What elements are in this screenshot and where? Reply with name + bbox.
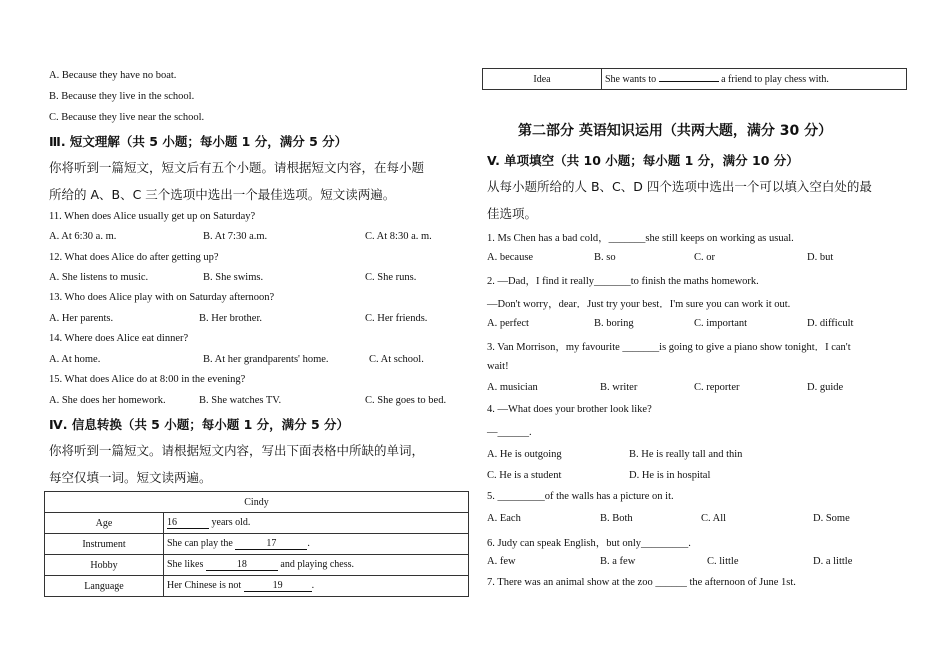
q12-option-a: A. She listens to music. [49, 272, 149, 283]
table-label: Language [45, 576, 164, 597]
prev-option-b: B. Because they live in the school. [49, 91, 195, 102]
q13-option-b: B. Her brother. [199, 313, 262, 324]
q6-option-c: C. little [707, 556, 739, 567]
table-row [45, 492, 469, 513]
q15-option-c: C. She goes to bed. [365, 395, 447, 406]
q5-option-a: A. Each [487, 513, 521, 524]
q6-option-d: D. a little [813, 556, 853, 567]
q3-option-a: A. musician [487, 382, 538, 393]
table-row [45, 534, 469, 555]
section4-instruction-2: 每空仅填一词。短文读两遍。 [49, 470, 212, 485]
q2-option-d: D. difficult [807, 318, 854, 329]
q13-option-a: A. Her parents. [49, 313, 114, 324]
blank-20 [659, 81, 719, 82]
q4-option-d: D. He is in hospital [629, 470, 711, 481]
q1-option-d: D. but [807, 252, 834, 263]
q4-option-a: A. He is outgoing [487, 449, 562, 460]
q4-option-b: B. He is really tall and thin [629, 449, 743, 460]
question-5: 5. _________of the walls has a picture on it. [487, 491, 674, 502]
q1-option-a: A. because [487, 252, 534, 263]
table-header: Cindy [45, 492, 469, 513]
q5-option-c: C. All [701, 513, 727, 524]
q15-option-b: B. She watches TV. [199, 395, 282, 406]
cell-text: . [307, 538, 310, 549]
cell-text: and playing chess. [277, 559, 354, 570]
q2-option-b: B. boring [594, 318, 634, 329]
q11-option-b: B. At 7:30 a.m. [203, 231, 268, 242]
q6-option-a: A. few [487, 556, 516, 567]
question-13: 13. Who does Alice play with on Saturday afternoon? [49, 292, 275, 303]
info-table [44, 491, 469, 597]
section5-instruction-1: 从每小题所给的人 B、C、D 四个选项中选出一个可以填入空白处的最 [487, 179, 872, 194]
section5-instruction-2: 佳选项。 [487, 206, 538, 221]
question-12: 12. What does Alice do after getting up? [49, 252, 219, 263]
info-table-continued [482, 68, 907, 90]
table-cell [602, 69, 907, 90]
question-7: 7. There was an animal show at the zoo ______ the afternoon of June 1st. [487, 577, 796, 588]
q6-option-b: B. a few [600, 556, 636, 567]
cell-text: She wants to [605, 73, 659, 85]
q3-option-b: B. writer [600, 382, 638, 393]
section3-instruction-2: 所给的 A、B、C 三个选项中选出一个最佳选项。短文读两遍。 [49, 187, 396, 202]
table-row [483, 69, 907, 90]
cell-text: Her Chinese is not [167, 580, 244, 591]
blank-16: 16 [167, 517, 209, 529]
question-6: 6. Judy can speak English，but only_________. [487, 538, 691, 549]
q3-option-c: C. reporter [694, 382, 740, 393]
q5-option-b: B. Both [600, 513, 633, 524]
q1-option-b: B. so [594, 252, 616, 263]
question-4: 4. —What does your brother look like? [487, 404, 652, 415]
blank-17: 17 [235, 538, 307, 550]
section5-title: V. 单项填空（共 10 小题；每小题 1 分，满分 10 分） [487, 153, 799, 168]
question-14: 14. Where does Alice eat dinner? [49, 333, 189, 344]
q14-option-c: C. At school. [369, 354, 424, 365]
table-label: Instrument [45, 534, 164, 555]
blank-19: 19 [244, 580, 312, 592]
cell-text: years old. [209, 517, 251, 528]
q2-option-a: A. perfect [487, 318, 529, 329]
question-4-dialog: —______. [487, 427, 532, 438]
section4-title: Ⅳ. 信息转换（共 5 小题；每小题 1 分，满分 5 分） [49, 417, 350, 432]
q13-option-c: C. Her friends. [365, 313, 428, 324]
q11-option-c: C. At 8:30 a. m. [365, 231, 432, 242]
table-row [45, 576, 469, 597]
question-15: 15. What does Alice do at 8:00 in the evening? [49, 374, 246, 385]
section4-instruction-1: 你将听到一篇短文。请根据短文内容，写出下面表格中所缺的单词， [49, 443, 425, 458]
table-row [45, 555, 469, 576]
q1-option-c: C. or [694, 252, 715, 263]
question-2-dialog: —Don't worry，dear．Just try your best．I'm sure you can work it out. [487, 299, 791, 310]
question-2: 2. —Dad，I find it really_______to finish the maths homework. [487, 276, 759, 287]
prev-option-a: A. Because they have no boat. [49, 70, 177, 81]
q12-option-c: C. She runs. [365, 272, 417, 283]
q4-option-c: C. He is a student [487, 470, 562, 481]
question-11: 11. When does Alice usually get up on Saturday? [49, 211, 256, 222]
cell-text: a friend to play chess with. [718, 73, 829, 85]
cell-text: . [311, 580, 315, 591]
q3-option-d: D. guide [807, 382, 844, 393]
q2-option-c: C. important [694, 318, 748, 329]
q11-option-a: A. At 6:30 a. m. [49, 231, 117, 242]
q5-option-d: D. Some [813, 513, 850, 524]
table-label: Hobby [45, 555, 164, 576]
section3-instruction-1: 你将听到一篇短文，短文后有五个小题。请根据短文内容，在每小题 [49, 160, 425, 175]
table-cell [164, 513, 469, 534]
cell-text: She likes [167, 559, 206, 570]
table-label: Age [45, 513, 164, 534]
table-cell [164, 534, 469, 555]
part2-title: 第二部分 英语知识运用（共两大题，满分 30 分） [518, 123, 833, 139]
table-cell [164, 555, 469, 576]
table-cell [164, 576, 469, 597]
prev-option-c: C. Because they live near the school. [49, 112, 205, 123]
q15-option-a: A. She does her homework. [49, 395, 166, 406]
q14-option-b: B. At her grandparents' home. [203, 354, 329, 365]
table-row [45, 513, 469, 534]
q12-option-b: B. She swims. [203, 272, 264, 283]
section3-title: Ⅲ. 短文理解（共 5 小题；每小题 1 分，满分 5 分） [49, 134, 348, 149]
question-1: 1. Ms Chen has a bad cold，_______she still keeps on working as usual. [487, 233, 794, 244]
q14-option-a: A. At home. [49, 354, 101, 365]
blank-18: 18 [206, 559, 278, 571]
cell-text: She can play the [167, 538, 236, 549]
question-3-cont: wait! [487, 361, 509, 372]
table-label: Idea [483, 69, 602, 90]
question-3: 3. Van Morrison，my favourite _______is going to give a piano show tonight．I can't [487, 342, 851, 353]
